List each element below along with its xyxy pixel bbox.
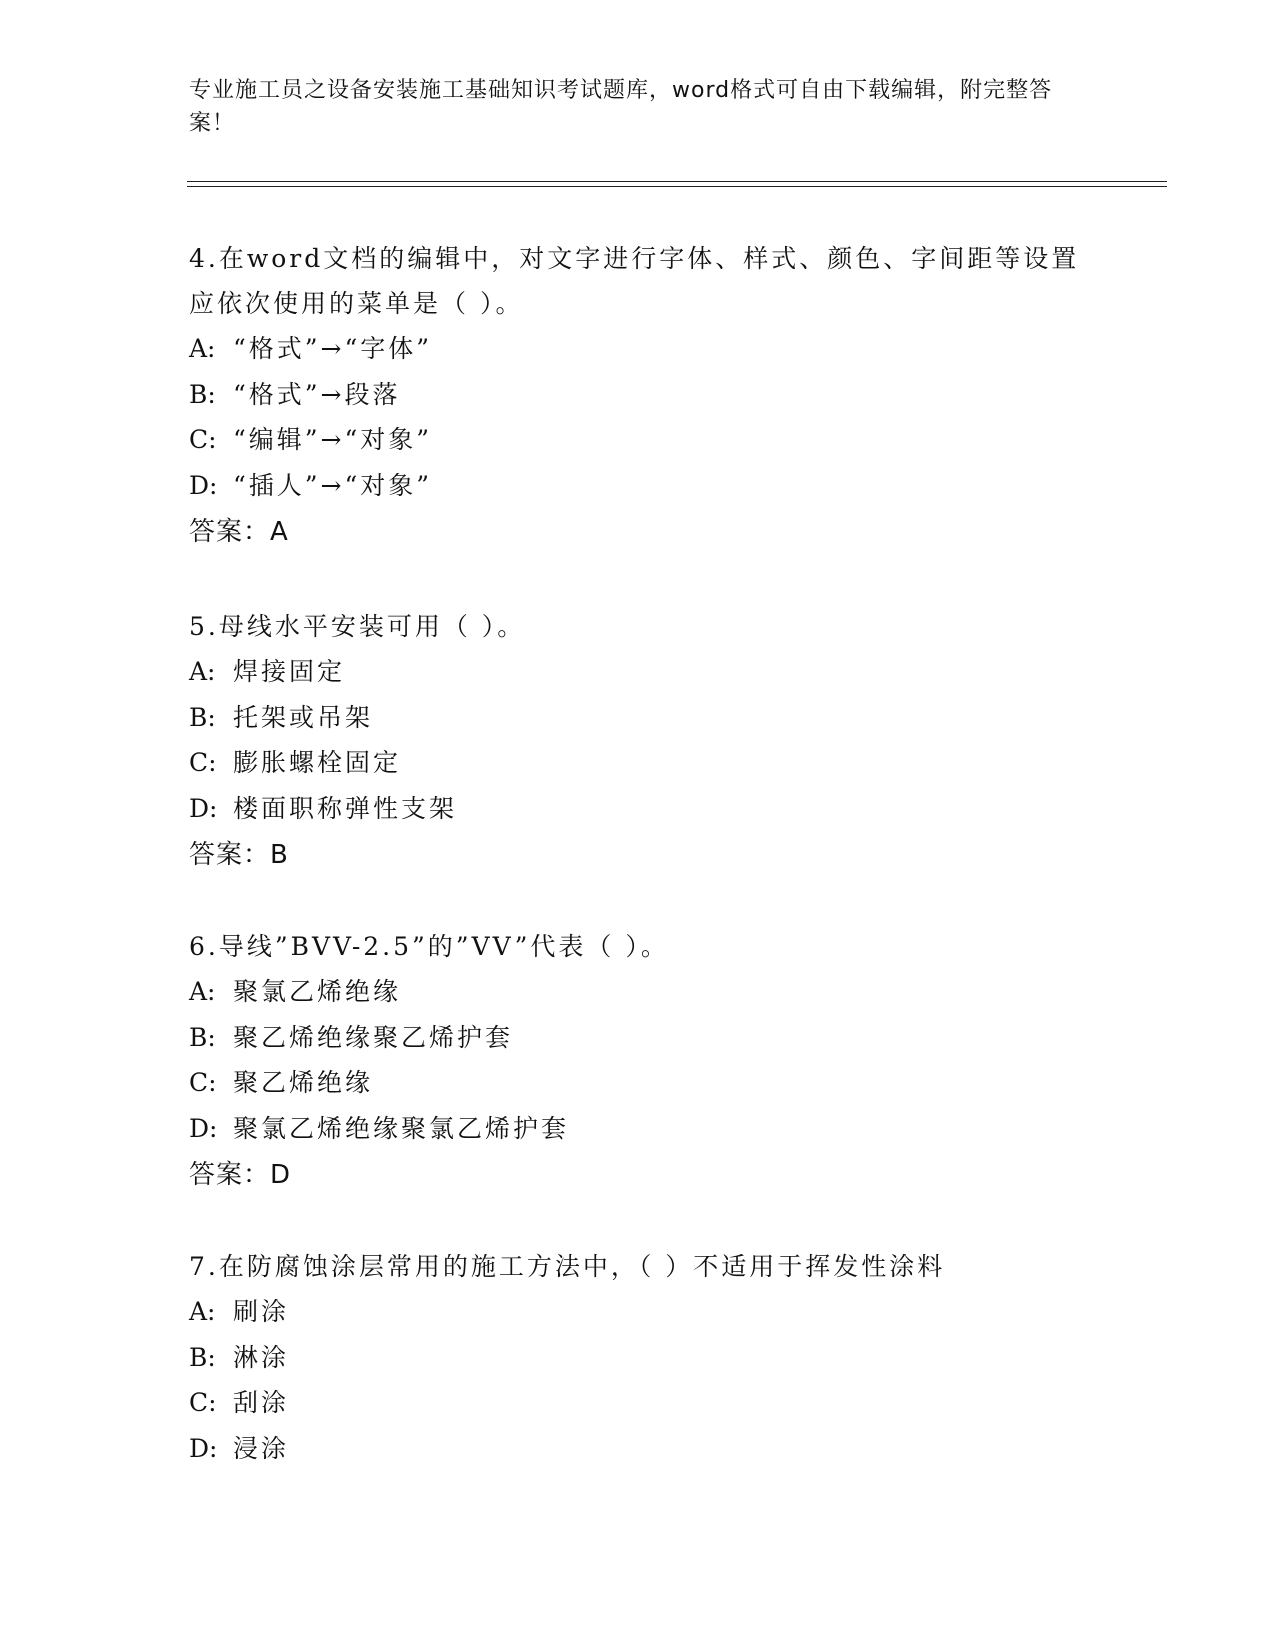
header-divider-top [187,181,1167,182]
option-letter: A: [189,657,216,686]
option-text: “编辑”→“对象” [233,425,433,454]
option-a [189,969,1089,1015]
option-letter: C: [189,1388,217,1417]
option-text: “插人”→“对象” [233,470,433,500]
option-text: 托架或吊架 [233,702,374,732]
option-letter: B: [189,379,216,409]
option-a [189,649,1089,695]
option-text: “格式”→段落 [233,379,401,409]
option-b [189,1015,1089,1061]
option-c [189,1380,1089,1426]
option-letter: C: [189,748,217,777]
option-b [189,1335,1089,1381]
question-stem: 7.在防腐蚀涂层常用的施工方法中，（ ）不适用于挥发性涂料 [189,1252,946,1281]
option-letter: C: [189,425,217,454]
header-divider-bottom [187,186,1167,187]
option-a [189,326,1089,372]
option-text: 聚氯乙烯绝缘 [233,977,402,1006]
question-7 [189,1244,1089,1471]
question-stem: 6.导线”BVV-2.5”的”VV”代表（ ）。 [189,932,669,961]
option-d [189,463,1089,509]
option-d [189,1426,1089,1472]
question-5 [189,604,1089,879]
option-c [189,1060,1089,1106]
option-letter: D: [189,1113,218,1143]
option-letter: B: [189,1342,216,1372]
option-letter: B: [189,1022,216,1052]
question-stem: 5.母线水平安装可用（ ）。 [189,612,526,641]
option-c [189,417,1089,463]
option-letter: D: [189,470,218,500]
option-text: 焊接固定 [233,657,346,686]
option-text: 刮涂 [233,1388,290,1417]
option-d [189,1106,1089,1152]
answer-line: 答案：B [189,840,289,870]
question-4 [189,236,1089,556]
option-letter: B: [189,702,216,732]
option-text: 聚乙烯绝缘 [233,1068,374,1097]
option-d [189,786,1089,832]
option-letter: A: [189,977,216,1006]
option-text: 淋涂 [233,1342,290,1372]
option-letter: C: [189,1068,217,1097]
question-6 [189,924,1089,1199]
option-text: 刷涂 [233,1297,290,1326]
question-stem: 4.在word文档的编辑中，对文字进行字体、样式、颜色、字间距等设置应依次使用的菜单是（ ）。 [189,244,1080,318]
answer-line: 答案：D [189,1160,292,1190]
option-text: “格式”→“字体” [233,334,433,363]
answer-line: 答案：A [189,517,289,547]
option-a [189,1289,1089,1335]
option-text: 楼面职称弹性支架 [233,793,458,823]
option-c [189,740,1089,786]
option-text: 聚乙烯绝缘聚乙烯护套 [233,1022,514,1052]
option-text: 聚氯乙烯绝缘聚氯乙烯护套 [233,1113,570,1143]
option-letter: A: [189,1297,216,1326]
option-letter: A: [189,334,216,363]
document-header: 专业施工员之设备安装施工基础知识考试题库，word格式可自由下载编辑，附完整答案！ [189,78,1053,136]
option-b [189,695,1089,741]
option-b [189,372,1089,418]
option-letter: D: [189,793,218,823]
option-text: 浸涂 [233,1433,290,1463]
option-letter: D: [189,1433,218,1463]
option-text: 膨胀螺栓固定 [233,748,402,777]
